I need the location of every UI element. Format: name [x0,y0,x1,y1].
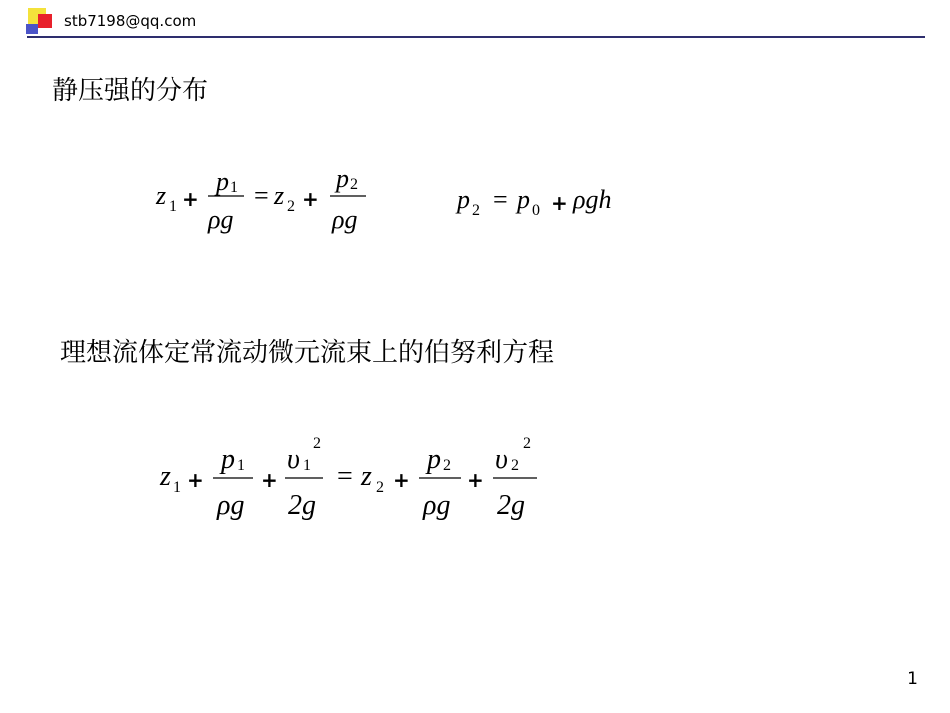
f3-plus-3: + [393,468,410,492]
f1-z1: z [156,181,167,210]
formula-bernoulli [155,430,555,526]
f1-z2-sub: 2 [287,198,295,215]
f2-p0-sub: 0 [532,202,540,219]
formula-static-pressure-1 [150,160,380,240]
f3-z1-sub: 1 [173,479,181,496]
page-number: 1 [907,669,918,689]
f2-p2-sub: 2 [472,202,480,219]
f1-z2: z [274,181,285,210]
f3-v1-sub: 1 [303,457,311,474]
f3-v2-sub: 2 [511,457,519,474]
f3-rho-g-2: ρg [423,490,451,521]
f3-z2: z [361,461,372,492]
f3-v2-sup: 2 [523,435,531,452]
f3-two-g-2: 2g [497,490,525,521]
f1-p2: p [336,164,349,193]
f3-z2-sub: 2 [376,479,384,496]
f1-plus-2: + [302,187,319,211]
heading-static-pressure: 静压强的分布 [52,76,209,106]
f3-p2-sub: 2 [443,457,451,474]
header-email: stb7198@qq.com [64,12,197,30]
f2-rho-gh: ρgh [573,185,612,214]
f3-p1-sub: 1 [237,457,245,474]
f1-p1: p [216,167,229,196]
f1-plus-1: + [182,187,199,211]
f3-plus-4: + [467,468,484,492]
f3-rho-g-1: ρg [217,490,245,521]
f3-equals: = [337,461,353,492]
f3-plus-2: + [261,468,278,492]
f2-p2: p [457,185,470,214]
header-divider [27,36,925,38]
f2-equals: = [493,185,508,214]
f1-equals: = [254,181,269,210]
f1-z1-sub: 1 [169,198,177,215]
f2-plus: + [551,191,568,215]
f2-p0: p [517,185,530,214]
f3-two-g-1: 2g [288,490,316,521]
f3-z1: z [160,461,171,492]
f3-v2: υ [495,444,508,475]
logo-square-blue [26,24,38,34]
f3-p2: p [427,444,441,475]
f1-p1-sub: 1 [230,179,238,196]
heading-bernoulli-equation: 理想流体定常流动微元流束上的伯努利方程 [60,338,555,368]
f3-p1: p [221,444,235,475]
f1-p2-sub: 2 [350,176,358,193]
logo-icon [24,6,54,34]
f1-rho-g-1: ρg [208,205,234,234]
f3-v1-sup: 2 [313,435,321,452]
f3-v1: υ [287,444,300,475]
f1-rho-g-2: ρg [332,205,358,234]
f3-plus-1: + [187,468,204,492]
logo-square-red [38,14,52,28]
formula-static-pressure-2 [455,178,635,222]
